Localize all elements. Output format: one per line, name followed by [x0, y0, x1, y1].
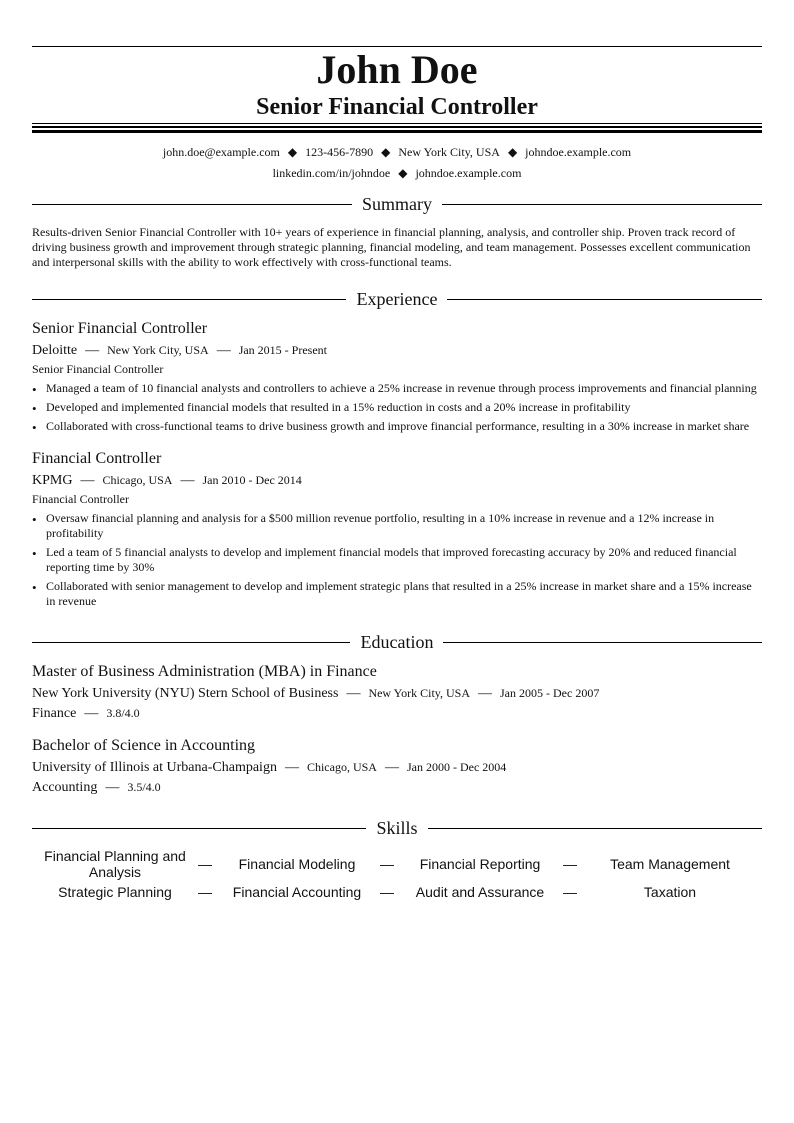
school-name: University of Illinois at Urbana-Champaign [32, 760, 277, 775]
dash-separator: — [85, 343, 100, 358]
job-location: New York City, USA [107, 343, 209, 357]
school-location: New York City, USA [368, 686, 471, 700]
skill-item: Taxation [643, 884, 697, 900]
field-of-study: Finance [32, 706, 77, 721]
skill-item: Financial Planning and Analysis [44, 848, 186, 880]
school-meta [32, 758, 506, 777]
field-meta [32, 778, 161, 797]
field-of-study: Accounting [32, 780, 98, 795]
skills-grid [32, 848, 762, 920]
list-item: • Managed a team of 10 financial analysts and controllers to achieve a 25% increase in revenue through process improvements and financial planning [32, 381, 762, 396]
school-meta [32, 684, 599, 703]
degree-title: Master of Business Administration (MBA) in Finance [32, 663, 377, 680]
field-meta [32, 704, 140, 723]
candidate-name: John Doe [316, 47, 478, 92]
degree-title: Bachelor of Science in Accounting [32, 737, 256, 754]
job-title: Financial Controller [32, 450, 162, 467]
experience-title: Experience [347, 289, 448, 309]
job-company: KPMG [32, 473, 73, 488]
gpa: 3.8/4.0 [106, 706, 140, 720]
skills-heading [32, 817, 762, 839]
skill-item: Financial Modeling [238, 856, 356, 872]
job-title: Senior Financial Controller [32, 320, 208, 337]
dash-separator: — [284, 760, 299, 775]
dash-separator: — [180, 473, 195, 488]
skill-item: Strategic Planning [58, 884, 172, 900]
list-item: • Oversaw financial planning and analysis for a $500 million revenue portfolio, resulting in a 10% increase in revenue and a 12% increase in profitability [32, 511, 762, 541]
contact-line-1 [32, 144, 762, 160]
job-meta [32, 341, 327, 360]
job-meta [32, 471, 302, 490]
job-subtitle: Financial Controller [32, 492, 129, 506]
education-heading [32, 631, 762, 653]
school-location: Chicago, USA [306, 760, 377, 774]
education-title: Education [351, 632, 444, 652]
gpa: 3.5/4.0 [127, 780, 161, 794]
contact-website-2[interactable]: johndoe.example.com [415, 166, 522, 180]
diamond-icon: ◆ [381, 145, 391, 159]
dash-separator: — [380, 884, 394, 900]
job-bullets [32, 381, 762, 438]
contact-linkedin[interactable]: linkedin.com/in/johndoe [272, 166, 391, 180]
skills-title: Skills [366, 818, 427, 838]
dash-separator: — [563, 884, 577, 900]
contact-website[interactable]: johndoe.example.com [525, 145, 632, 159]
diamond-icon: ◆ [507, 145, 518, 159]
dash-separator: — [478, 686, 493, 701]
experience-heading [32, 288, 762, 310]
dash-separator: — [80, 473, 95, 488]
contact-line-2 [32, 165, 762, 181]
job-location: Chicago, USA [102, 473, 173, 487]
skills-row [32, 848, 762, 884]
school-name: New York University (NYU) Stern School of Business [32, 686, 339, 701]
summary-heading [32, 193, 762, 215]
diamond-icon: ◆ [398, 166, 408, 180]
job-subtitle: Senior Financial Controller [32, 362, 164, 376]
list-item: • Developed and implemented financial models that resulted in a 15% reduction in costs and a 20% increase in profitability [32, 400, 762, 415]
dash-separator: — [563, 856, 577, 872]
header-rule-mid [32, 126, 762, 128]
candidate-role: Senior Financial Controller [256, 94, 538, 120]
school-dates: Jan 2000 - Dec 2004 [406, 760, 507, 774]
school-dates: Jan 2005 - Dec 2007 [500, 686, 600, 700]
dash-separator: — [384, 760, 399, 775]
list-item: • Collaborated with senior management to develop and implement strategic plans that resulted in a 25% increase in market share and a 15% increase in revenue [32, 579, 762, 609]
dash-separator: — [105, 780, 120, 795]
contact-phone[interactable]: 123-456-7890 [305, 145, 374, 159]
job-company: Deloitte [32, 343, 78, 358]
skill-item: Financial Reporting [419, 856, 541, 872]
skill-item: Audit and Assurance [415, 884, 545, 900]
header-rule-thick [32, 130, 762, 133]
dash-separator: — [198, 856, 212, 872]
dash-separator: — [198, 884, 212, 900]
dash-separator: — [216, 343, 231, 358]
summary-title: Summary [352, 194, 442, 214]
dash-separator: — [346, 686, 361, 701]
job-dates: Jan 2015 - Present [238, 343, 328, 357]
list-item: • Collaborated with cross-functional teams to drive business growth and improve financial performance, resulting in a 30% increase in market share [32, 419, 762, 434]
job-dates: Jan 2010 - Dec 2014 [202, 473, 302, 487]
dash-separator: — [380, 856, 394, 872]
list-item: • Led a team of 5 financial analysts to develop and implement financial models that improved forecasting accuracy by 20% and reduced financial reporting time by 30% [32, 545, 762, 575]
dash-separator: — [84, 706, 99, 721]
summary-text: Results-driven Senior Financial Controller with 10+ years of experience in financial planning, analysis, and controller ship. Proven track record of driving business growth and improvement through strategic planning, financial modeling, and team management. Possesses excellent communication and interpersonal skills with the ability to work effectively with cross-functional teams. [32, 225, 751, 269]
skill-item: Team Management [610, 856, 730, 872]
diamond-icon: ◆ [287, 145, 298, 159]
skills-row [32, 884, 762, 920]
skill-item: Financial Accounting [232, 884, 362, 900]
contact-location: New York City, USA [398, 145, 500, 159]
job-bullets [32, 511, 762, 613]
header-rule-thin [32, 123, 762, 124]
contact-email[interactable]: john.doe@example.com [162, 145, 280, 159]
